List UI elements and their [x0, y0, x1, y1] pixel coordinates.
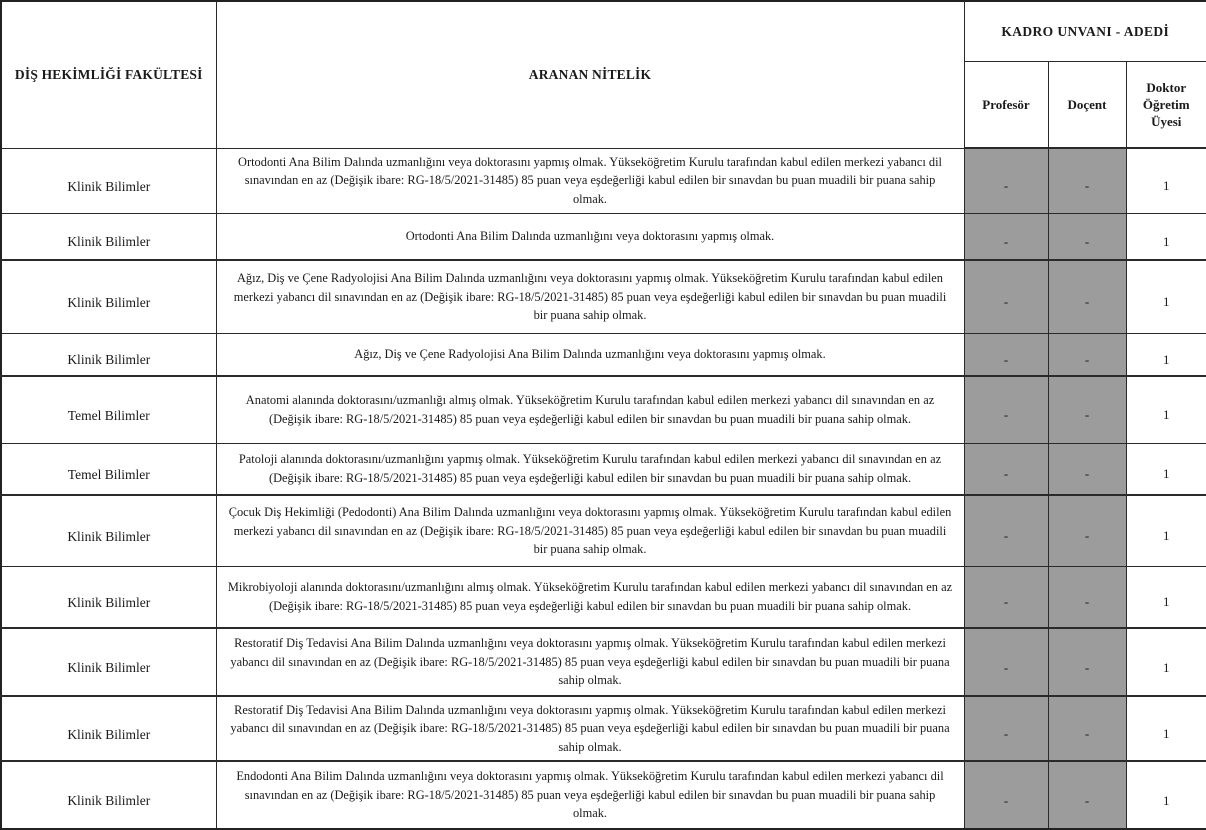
doktor-ogretim-uyesi-count-cell: 1	[1126, 333, 1206, 376]
faculty-column-header: DİŞ HEKİMLİĞİ FAKÜLTESİ	[1, 1, 216, 148]
profesor-column-header: Profesör	[964, 62, 1048, 149]
table-row	[1, 761, 1206, 829]
department-cell: Klinik Bilimler	[1, 566, 216, 628]
docent-count-cell: -	[1048, 761, 1126, 829]
department-cell: Klinik Bilimler	[1, 628, 216, 696]
table-row	[1, 333, 1206, 376]
qualification-cell: Ağız, Diş ve Çene Radyolojisi Ana Bilim Dalında uzmanlığını veya doktorasını yapmış olmak.	[216, 333, 964, 376]
table-row	[1, 376, 1206, 443]
doktor-ogretim-uyesi-count-cell: 1	[1126, 260, 1206, 333]
table-row	[1, 495, 1206, 566]
qualification-cell: Ağız, Diş ve Çene Radyolojisi Ana Bilim Dalında uzmanlığını veya doktorasını yapmış olmak. Yükseköğretim Kurulu tarafından kabul edilen merkezi yabancı dil sınavından en az (Değişik ibare: RG-18/5/2021-31485) 85 puan veya eşdeğerliği kabul edilen bir sınavdan bu puan muadili bir puana sahip olmak.	[216, 260, 964, 333]
docent-count-cell: -	[1048, 443, 1126, 495]
docent-count-cell: -	[1048, 213, 1126, 260]
qualification-cell: Ortodonti Ana Bilim Dalında uzmanlığını veya doktorasını yapmış olmak. Yükseköğretim Kurulu tarafından kabul edilen merkezi yabancı dil sınavından en az (Değişik ibare: RG-18/5/2021-31485) 85 puan veya eşdeğerliği kabul edilen bir sınavdan bu puan muadili bir puana sahip olmak.	[216, 148, 964, 213]
profesor-count-cell: -	[964, 495, 1048, 566]
profesor-count-cell: -	[964, 566, 1048, 628]
doktor-ogretim-uyesi-count-cell: 1	[1126, 761, 1206, 829]
docent-count-cell: -	[1048, 333, 1126, 376]
docent-count-cell: -	[1048, 566, 1126, 628]
department-cell: Klinik Bilimler	[1, 333, 216, 376]
department-cell: Klinik Bilimler	[1, 696, 216, 761]
qualification-cell: Ortodonti Ana Bilim Dalında uzmanlığını veya doktorasını yapmış olmak.	[216, 213, 964, 260]
profesor-count-cell: -	[964, 696, 1048, 761]
profesor-count-cell: -	[964, 213, 1048, 260]
docent-count-cell: -	[1048, 628, 1126, 696]
docent-count-cell: -	[1048, 260, 1126, 333]
qualification-cell: Restoratif Diş Tedavisi Ana Bilim Dalında uzmanlığını veya doktorasını yapmış olmak. Yükseköğretim Kurulu tarafından kabul edilen merkezi yabancı dil sınavından en az (Değişik ibare: RG-18/5/2021-31485) 85 puan veya eşdeğerliği kabul edilen bir sınavdan bu puan muadili bir puana sahip olmak.	[216, 628, 964, 696]
department-cell: Klinik Bilimler	[1, 260, 216, 333]
docent-count-cell: -	[1048, 148, 1126, 213]
doktor-ogretim-uyesi-count-cell: 1	[1126, 628, 1206, 696]
docent-count-cell: -	[1048, 696, 1126, 761]
doktor-ogretim-uyesi-count-cell: 1	[1126, 696, 1206, 761]
table-body	[1, 148, 1206, 829]
profesor-count-cell: -	[964, 376, 1048, 443]
qualification-column-header: ARANAN NİTELİK	[216, 1, 964, 148]
table-row	[1, 443, 1206, 495]
profesor-count-cell: -	[964, 333, 1048, 376]
docent-count-cell: -	[1048, 376, 1126, 443]
doktor-ogretim-uyesi-count-cell: 1	[1126, 566, 1206, 628]
docent-count-cell: -	[1048, 495, 1126, 566]
table-row	[1, 696, 1206, 761]
department-cell: Temel Bilimler	[1, 376, 216, 443]
header-row-top	[1, 1, 1206, 62]
qualification-cell: Çocuk Diş Hekimliği (Pedodonti) Ana Bilim Dalında uzmanlığını veya doktorasını yapmış olmak. Yükseköğretim Kurulu tarafından kabul edilen merkezi yabancı dil sınavından en az (Değişik ibare: RG-18/5/2021-31485) 85 puan veya eşdeğerliği kabul edilen bir sınavdan bu puan muadili bir puana sahip olmak.	[216, 495, 964, 566]
cadre-group-header: KADRO UNVANI - ADEDİ	[964, 1, 1206, 62]
department-cell: Klinik Bilimler	[1, 213, 216, 260]
table-row	[1, 148, 1206, 213]
qualification-cell: Patoloji alanında doktorasını/uzmanlığını yapmış olmak. Yükseköğretim Kurulu tarafından kabul edilen merkezi yabancı dil sınavından en az (Değişik ibare: RG-18/5/2021-31485) 85 puan veya eşdeğerliği kabul edilen bir sınavdan bu puan muadili bir puana sahip olmak.	[216, 443, 964, 495]
qualification-cell: Anatomi alanında doktorasını/uzmanlığı almış olmak. Yükseköğretim Kurulu tarafından kabul edilen merkezi yabancı dil sınavından en az (Değişik ibare: RG-18/5/2021-31485) 85 puan veya eşdeğerliği kabul edilen bir sınavdan bu puan muadili bir puana sahip olmak.	[216, 376, 964, 443]
profesor-count-cell: -	[964, 761, 1048, 829]
table-row	[1, 213, 1206, 260]
doktor-ogretim-uyesi-count-cell: 1	[1126, 376, 1206, 443]
table-row	[1, 260, 1206, 333]
profesor-count-cell: -	[964, 148, 1048, 213]
department-cell: Temel Bilimler	[1, 443, 216, 495]
profesor-count-cell: -	[964, 260, 1048, 333]
table-row	[1, 566, 1206, 628]
qualification-cell: Mikrobiyoloji alanında doktorasını/uzmanlığını almış olmak. Yükseköğretim Kurulu tarafından kabul edilen merkezi yabancı dil sınavından en az (Değişik ibare: RG-18/5/2021-31485) 85 puan veya eşdeğerliği kabul edilen bir sınavdan bu puan muadili bir puana sahip olmak.	[216, 566, 964, 628]
doktor-ogretim-uyesi-count-cell: 1	[1126, 443, 1206, 495]
table-row	[1, 628, 1206, 696]
department-cell: Klinik Bilimler	[1, 495, 216, 566]
qualification-cell: Endodonti Ana Bilim Dalında uzmanlığını veya doktorasını yapmış olmak. Yükseköğretim Kurulu tarafından kabul edilen merkezi yabancı dil sınavından en az (Değişik ibare: RG-18/5/2021-31485) 85 puan veya eşdeğerliği kabul edilen bir sınavdan bu puan muadili bir puana sahip olmak.	[216, 761, 964, 829]
doktor-ogretim-uyesi-count-cell: 1	[1126, 495, 1206, 566]
profesor-count-cell: -	[964, 443, 1048, 495]
docent-column-header: Doçent	[1048, 62, 1126, 149]
qualification-cell: Restoratif Diş Tedavisi Ana Bilim Dalında uzmanlığını veya doktorasını yapmış olmak. Yükseköğretim Kurulu tarafından kabul edilen merkezi yabancı dil sınavından en az (Değişik ibare: RG-18/5/2021-31485) 85 puan veya eşdeğerliği kabul edilen bir sınavdan bu puan muadili bir puana sahip olmak.	[216, 696, 964, 761]
doktor-ogretim-uyesi-count-cell: 1	[1126, 148, 1206, 213]
department-cell: Klinik Bilimler	[1, 761, 216, 829]
table-header	[1, 1, 1206, 148]
department-cell: Klinik Bilimler	[1, 148, 216, 213]
profesor-count-cell: -	[964, 628, 1048, 696]
doktor-ogretim-uyesi-column-header: Doktor Öğretim Üyesi	[1126, 62, 1206, 149]
doktor-ogretim-uyesi-count-cell: 1	[1126, 213, 1206, 260]
